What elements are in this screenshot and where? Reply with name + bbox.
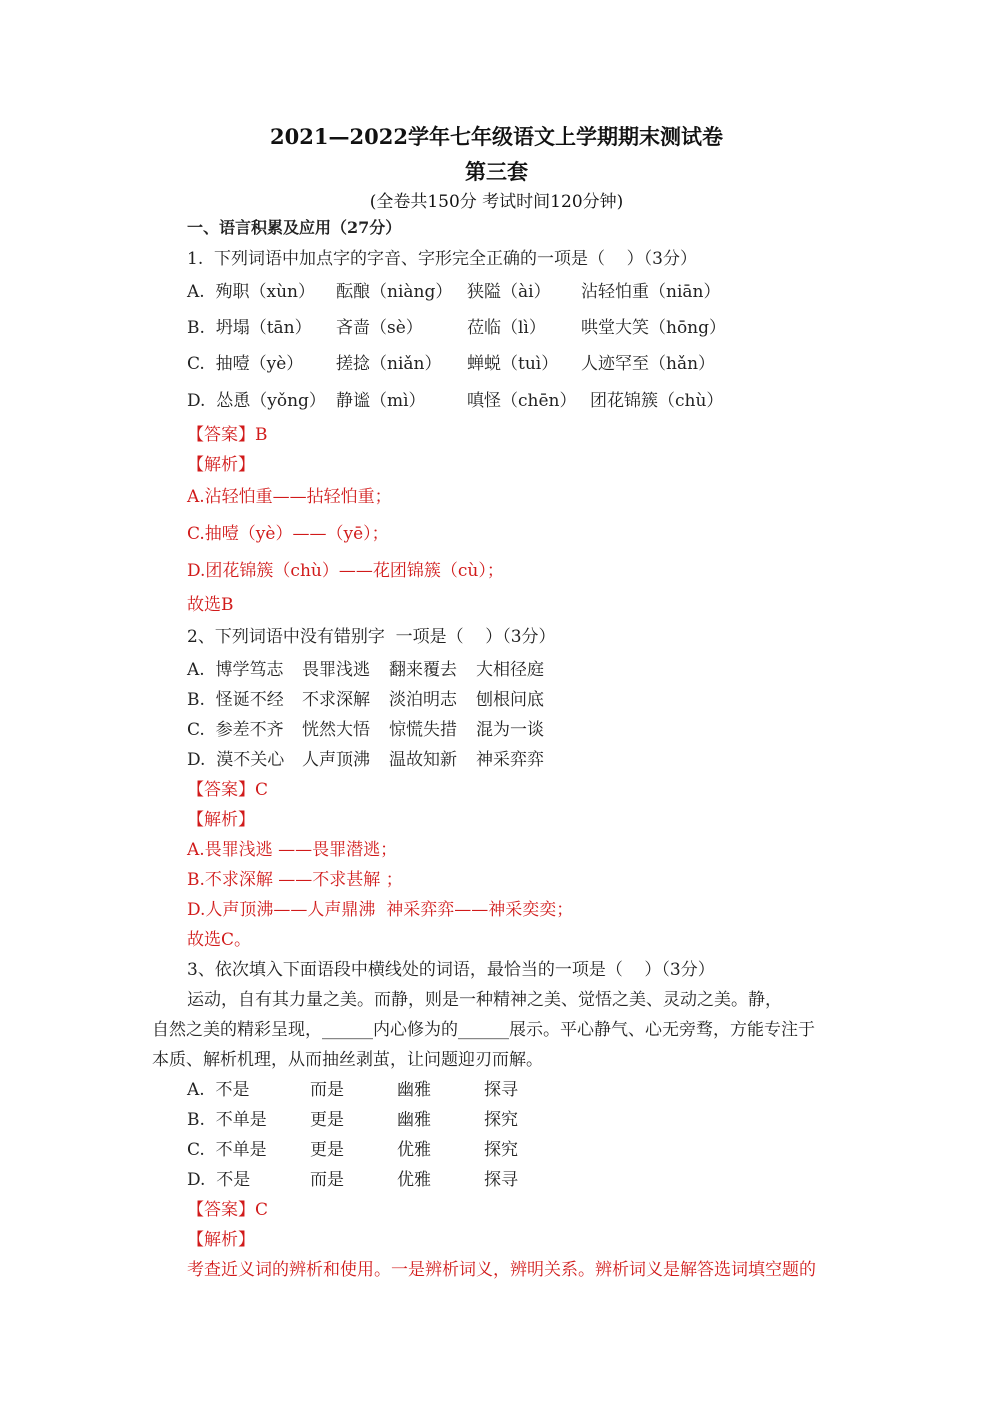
q2-exp-a: A.畏罪浅逃 ——畏罪潜逃；	[187, 840, 398, 860]
q3-opt-d-1: D. 不是	[187, 1170, 251, 1190]
q1-exp-a: A.沾轻怕重——拈轻怕重；	[187, 487, 392, 507]
q3-opt-b-4: 探究	[484, 1110, 518, 1130]
q2-exp-b: B.不求深解 ——不求甚解 ；	[187, 870, 403, 890]
q1-opt-d-1: D. 怂恿（yǒng）	[187, 391, 326, 411]
q2-opt-c-3: 惊慌失措	[389, 720, 457, 740]
q3-opt-b-1: B. 不单是	[187, 1110, 267, 1130]
q1-opt-d-3: 嗔怪（chēn）	[467, 391, 577, 411]
q1-opt-a-3: 狭隘（ài）	[467, 282, 551, 302]
q3-opt-b-2: 更是	[310, 1110, 344, 1130]
q2-opt-a-2: 畏罪浅逃	[302, 660, 370, 680]
q1-opt-b-3: 莅临（lì）	[467, 318, 546, 338]
q2-opt-b-3: 淡泊明志	[389, 690, 457, 710]
q3-exp-line: 考查近义词的辨析和使用。一是辨析词义，辨明关系。辨析词义是解答选词填空题的	[187, 1260, 816, 1280]
q3-opt-d-3: 优雅	[397, 1170, 431, 1190]
q3-opt-a-4: 探寻	[484, 1080, 518, 1100]
q1-opt-a-2: 酝酿（niàng）	[336, 282, 453, 302]
q3-opt-d-4: 探寻	[484, 1170, 518, 1190]
q2-opt-b-2: 不求深解	[302, 690, 370, 710]
q1-opt-a-1: A. 殉职（xùn）	[187, 282, 315, 302]
q1-answer: 【答案】B	[187, 425, 268, 445]
q2-opt-c-2: 恍然大悟	[302, 720, 370, 740]
q1-opt-a-4: 沾轻怕重（niān）	[581, 282, 721, 302]
q1-opt-d-2: 静谧（mì）	[336, 391, 426, 411]
q2-opt-d-1: D. 漠不关心	[187, 750, 285, 770]
q2-analysis-label: 【解析】	[187, 810, 255, 830]
q2-opt-c-1: C. 参差不齐	[187, 720, 284, 740]
exam-note: (全卷共150分 考试时间120分钟)	[369, 192, 624, 212]
q2-opt-b-4: 刨根问底	[476, 690, 544, 710]
q2-opt-d-4: 神采弈弈	[476, 750, 544, 770]
q3-opt-c-4: 探究	[484, 1140, 518, 1160]
q3-paragraph-line-1: 运动，自有其力量之美。而静，则是一种精神之美、觉悟之美、灵动之美。静，	[187, 990, 782, 1010]
q2-opt-a-3: 翻来覆去	[389, 660, 457, 680]
q2-stem: 2、下列词语中没有错别字 一项是（ ）（3分）	[187, 627, 556, 647]
q3-analysis-label: 【解析】	[187, 1230, 255, 1250]
q2-opt-d-2: 人声顶沸	[302, 750, 370, 770]
q2-opt-a-4: 大相径庭	[476, 660, 544, 680]
q1-opt-c-4: 人迹罕至（hǎn）	[581, 354, 716, 374]
q3-opt-a-1: A. 不是	[187, 1080, 250, 1100]
page-title: 2021—2022学年七年级语文上学期期末测试卷	[270, 124, 723, 149]
q3-opt-c-1: C. 不单是	[187, 1140, 267, 1160]
set-subtitle: 第三套	[465, 159, 528, 184]
q3-stem: 3、依次填入下面语段中横线处的词语，最恰当的一项是（ ）（3分）	[187, 960, 715, 980]
q3-opt-a-3: 幽雅	[397, 1080, 431, 1100]
q1-opt-c-3: 蝉蜕（tuì）	[467, 354, 559, 374]
q1-stem: 1. 下列词语中加点字的字音、字形完全正确的一项是（ ）（3分）	[187, 249, 697, 269]
q1-opt-d-4: 团花锦簇（chù）	[590, 391, 724, 411]
q2-exp-d: D.人声顶沸——人声鼎沸 神采弈弈——神采奕奕；	[187, 900, 574, 920]
q1-opt-b-2: 吝啬（sè）	[336, 318, 423, 338]
q1-opt-c-2: 搓捻（niǎn）	[336, 354, 442, 374]
q1-opt-b-1: B. 坍塌（tān）	[187, 318, 312, 338]
q2-opt-b-1: B. 怪诞不经	[187, 690, 284, 710]
q2-opt-a-1: A. 博学笃志	[187, 660, 284, 680]
q2-answer: 【答案】C	[187, 780, 269, 800]
q2-opt-d-3: 温故知新	[389, 750, 457, 770]
q3-answer: 【答案】C	[187, 1200, 269, 1220]
q3-paragraph-line-2: 自然之美的精彩呈现，______内心修为的______展示。平心静气、心无旁骛，方能专注于	[152, 1020, 815, 1040]
q2-conclusion: 故选C。	[187, 930, 252, 950]
q3-paragraph-line-3: 本质、解析机理，从而抽丝剥茧，让问题迎刃而解。	[152, 1050, 543, 1070]
q1-exp-d: D.团花锦簇（chù）——花团锦簇（cù）；	[187, 561, 504, 581]
q3-opt-c-3: 优雅	[397, 1140, 431, 1160]
q1-conclusion: 故选B	[187, 595, 234, 615]
q1-exp-c: C.抽噎（yè）——（yē）；	[187, 524, 389, 544]
q2-opt-c-4: 混为一谈	[476, 720, 544, 740]
q1-opt-c-1: C. 抽噎（yè）	[187, 354, 304, 374]
q3-opt-c-2: 更是	[310, 1140, 344, 1160]
q3-opt-b-3: 幽雅	[397, 1110, 431, 1130]
q3-opt-a-2: 而是	[310, 1080, 344, 1100]
q3-opt-d-2: 而是	[310, 1170, 344, 1190]
section-heading: 一、语言积累及应用（27分）	[187, 218, 402, 237]
q1-analysis-label: 【解析】	[187, 455, 255, 475]
q1-opt-b-4: 哄堂大笑（hōng）	[581, 318, 727, 338]
